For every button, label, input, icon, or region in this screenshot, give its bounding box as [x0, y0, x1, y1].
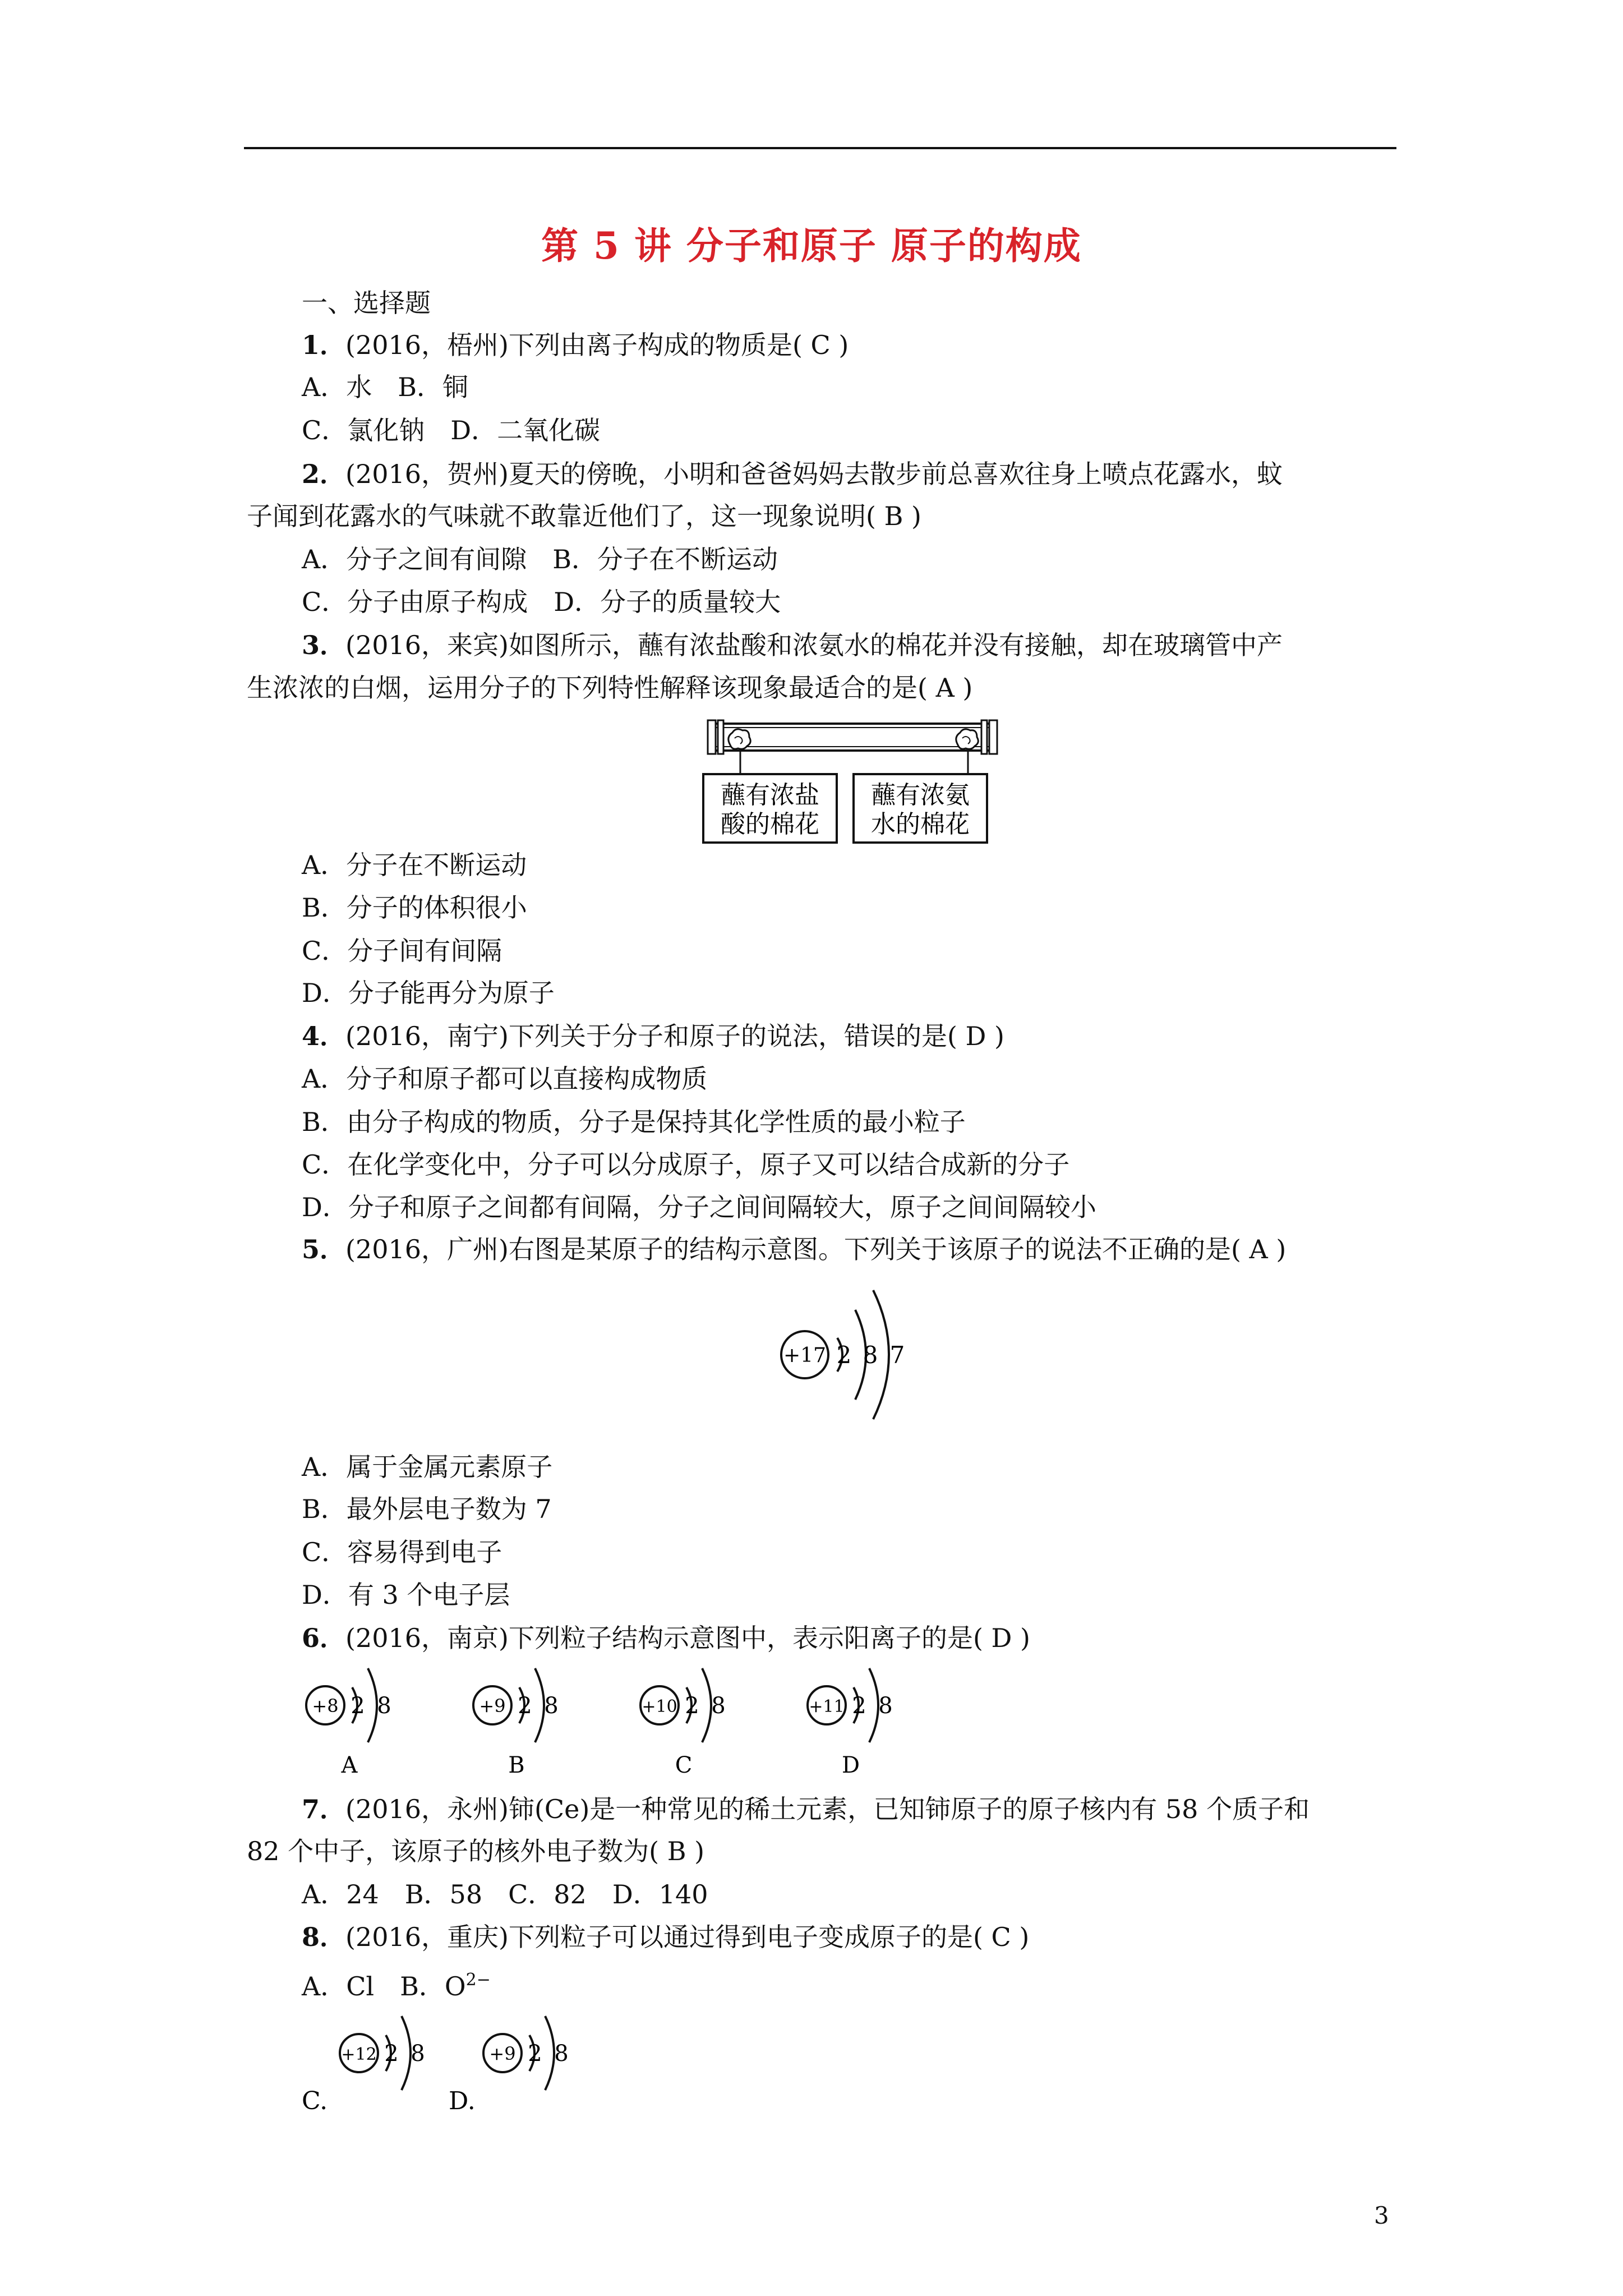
particle-diagram-d-q8 [483, 2016, 569, 2090]
question-7: 7．(2016，永州)铈(Ce)是一种常见的稀土元素，已知铈原子的原子核内有 58 个质子和 [302, 1794, 1310, 1824]
shell-count-3: 7 [889, 1341, 905, 1369]
svg-text:2: 2 [351, 1693, 365, 1719]
particle-diagram-c-q8 [340, 2016, 425, 2090]
svg-text:8: 8 [411, 2041, 425, 2067]
q5-option-a: A．属于金属元素原子 [302, 1452, 553, 1482]
question-7-cont: 82 个中子，该原子的核外电子数为( B ) [247, 1836, 705, 1866]
q4-option-c: C．在化学变化中，分子可以分成原子，原子又可以结合成新的分子 [302, 1149, 1070, 1180]
q1-options-row2: C．氯化钠 D．二氧化碳 [302, 415, 601, 445]
label-left-line2: 酸的棉花 [721, 810, 819, 839]
section-heading: 一、选择题 [302, 288, 431, 318]
particle-diagram-d [808, 1668, 893, 1778]
q3-option-b: B．分子的体积很小 [302, 892, 527, 923]
q4-option-d: D．分子和原子之间都有间隔，分子之间间隔较大，原子之间间隔较小 [302, 1192, 1096, 1222]
svg-text:+8: +8 [312, 1695, 339, 1717]
glass-tube-diagram [695, 712, 1009, 847]
question-6: 6．(2016，南京)下列粒子结构示意图中，表示阳离子的是( D ) [302, 1623, 1030, 1653]
label-right-line1: 蘸有浓氨 [871, 781, 970, 809]
q8-label-d: D. [449, 2087, 476, 2115]
cotton-right-icon [956, 729, 978, 749]
q3-option-a: A．分子在不断运动 [302, 850, 527, 880]
svg-text:8: 8 [544, 1693, 559, 1719]
particle-diagram-a [306, 1668, 391, 1778]
svg-text:+10: +10 [642, 1697, 677, 1717]
label-left-line1: 蘸有浓盐 [721, 781, 819, 809]
svg-text:+12: +12 [341, 2045, 377, 2064]
q4-option-b: B．由分子构成的物质，分子是保持其化学性质的最小粒子 [302, 1107, 966, 1137]
q5-option-c: C．容易得到电子 [302, 1537, 502, 1567]
svg-text:8: 8 [554, 2041, 569, 2067]
q8-options-ab: A．Cl B．$O^{2-}$ [302, 1970, 491, 2001]
question-4: 4．(2016，南宁)下列关于分子和原子的说法，错误的是( D ) [302, 1021, 1004, 1051]
question-8: 8．(2016，重庆)下列粒子可以通过得到电子变成原子的是( C ) [302, 1922, 1030, 1952]
q1-options-row1: A．水 B．铜 [302, 372, 469, 402]
svg-text:2: 2 [518, 1693, 532, 1719]
svg-text:2: 2 [685, 1693, 699, 1719]
particle-diagram-b [473, 1668, 559, 1778]
q2-options-row1: A．分子之间有间隙 B．分子在不断运动 [302, 544, 778, 574]
label-right-line2: 水的棉花 [871, 810, 970, 839]
question-3: 3．(2016，来宾)如图所示，蘸有浓盐酸和浓氨水的棉花并没有接触，却在玻璃管中产 [302, 630, 1283, 660]
q7-options: A．24 B．58 C．82 D．140 [302, 1879, 708, 1910]
q3-option-c: C．分子间有间隔 [302, 936, 502, 966]
page-title: 第 5 讲 分子和原子 原子的构成 [541, 224, 1082, 268]
shell-count-2: 8 [863, 1341, 878, 1369]
question-1: 1．(2016，梧州)下列由离子构成的物质是( C ) [302, 330, 849, 360]
svg-text:C: C [675, 1752, 693, 1778]
question-5: 5．(2016，广州)右图是某原子的结构示意图。下列关于该原子的说法不正确的是( A ) [302, 1234, 1287, 1264]
header-rule [244, 147, 1396, 149]
nucleus-charge: +17 [783, 1344, 826, 1367]
question-2: 2．(2016，贺州)夏天的傍晚，小明和爸爸妈妈去散步前总喜欢往身上喷点花露水，蚊 [302, 459, 1283, 489]
svg-text:2: 2 [528, 2041, 542, 2067]
particle-diagrams-q6 [302, 1660, 947, 1784]
q5-option-b: B．最外层电子数为 7 [302, 1494, 552, 1524]
svg-text:2: 2 [384, 2041, 399, 2067]
svg-text:A: A [341, 1752, 358, 1778]
page-number: 3 [1374, 2202, 1389, 2229]
q3-option-d: D．分子能再分为原子 [302, 978, 555, 1008]
question-3-cont: 生浓浓的白烟，运用分子的下列特性解释该现象最适合的是( A ) [247, 673, 973, 703]
svg-text:D: D [841, 1752, 860, 1778]
q5-option-d: D．有 3 个电子层 [302, 1580, 510, 1610]
particle-diagrams-q8 [302, 2003, 616, 2115]
svg-text:8: 8 [878, 1693, 893, 1719]
question-2-cont: 子闻到花露水的气味就不敢靠近他们了，这一现象说明( B ) [247, 501, 921, 531]
shell-count-1: 2 [836, 1341, 852, 1369]
svg-text:2: 2 [852, 1693, 866, 1719]
svg-text:+9: +9 [479, 1695, 506, 1717]
q4-option-a: A．分子和原子都可以直接构成物质 [302, 1064, 708, 1094]
svg-text:8: 8 [711, 1693, 726, 1719]
svg-text:B: B [508, 1752, 525, 1778]
svg-text:8: 8 [377, 1693, 391, 1719]
q2-options-row2: C．分子由原子构成 D．分子的质量较大 [302, 587, 781, 617]
particle-diagram-c [640, 1668, 726, 1778]
svg-text:+11: +11 [809, 1697, 845, 1717]
svg-text:+9: +9 [489, 2043, 516, 2064]
glass-tube-icon [708, 720, 997, 754]
cotton-left-icon [728, 729, 750, 749]
atom-diagram-q5 [777, 1285, 923, 1425]
q8-label-c: C. [302, 2087, 328, 2115]
